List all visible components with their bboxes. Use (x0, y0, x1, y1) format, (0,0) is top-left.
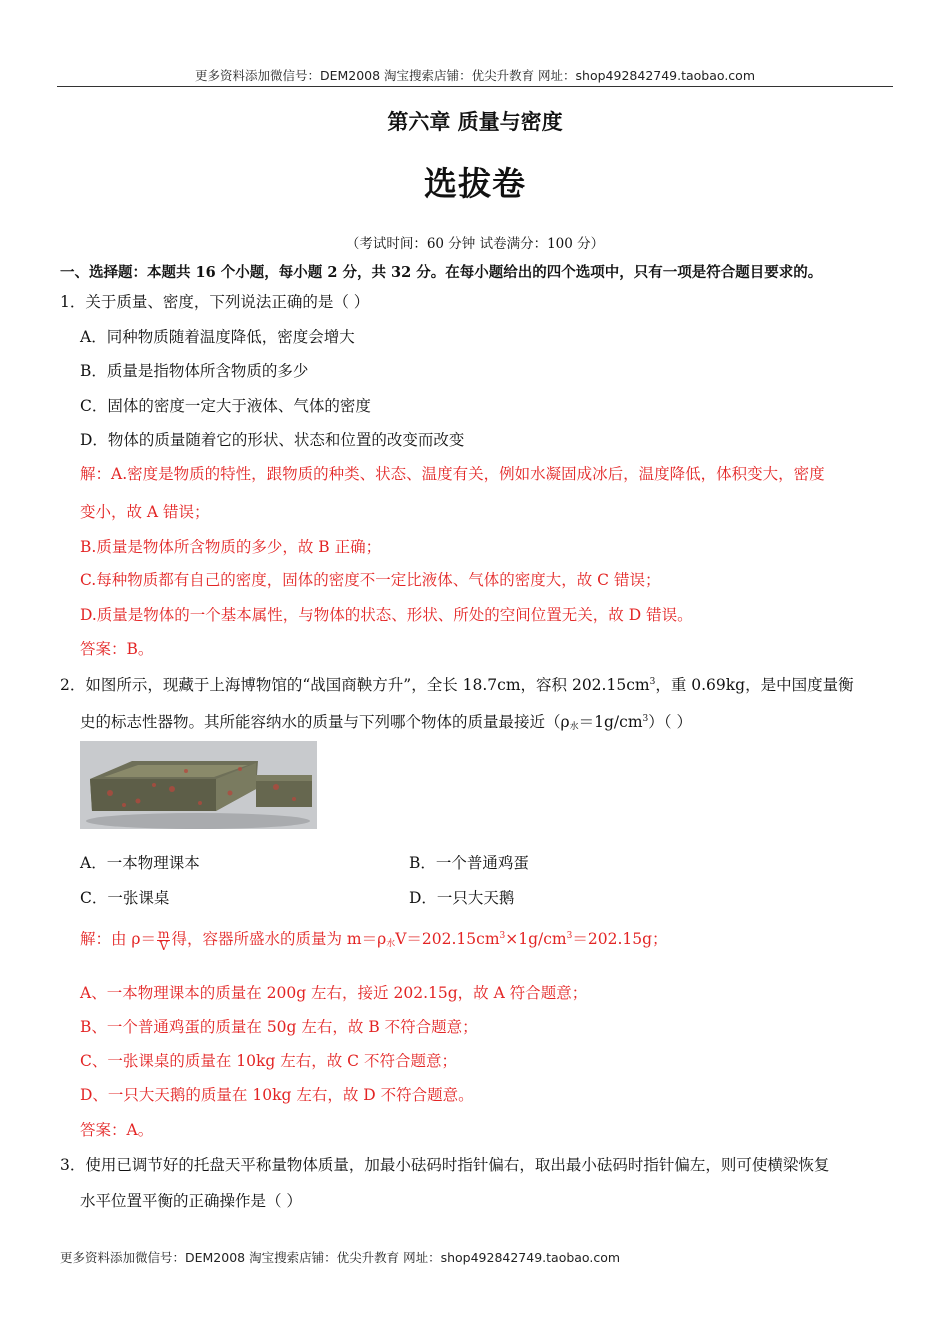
section-heading: 一、选择题：本题共 16 个小题，每小题 2 分，共 32 分。在每小题给出的四个选项中，只有一项是符合题目要求的。 (60, 264, 823, 281)
bronze-measure-photo (80, 741, 317, 829)
q2-option-a: A．一本物理课本 (80, 854, 200, 872)
q2-option-c: C．一张课桌 (80, 889, 170, 907)
q1-option-d: D．物体的质量随着它的形状、状态和位置的改变而改变 (80, 431, 465, 449)
q3-stem-line1: 3．使用已调节好的托盘天平称量物体质量，加最小砝码时指针偏右，取出最小砝码时指针偏左，则可使横梁恢复 (60, 1156, 830, 1174)
q1-stem: 1．关于质量、密度，下列说法正确的是（ ） (60, 293, 370, 311)
q2-solution-line: C、一张课桌的质量在 10kg 左右，故 C 不符合题意； (80, 1052, 457, 1070)
chapter-title: 第六章 质量与密度 (387, 109, 563, 134)
q2-stem-line2: 史的标志性器物。其所能容纳水的质量与下列哪个物体的质量最接近$(\rho_水=1g/cm^3)$（ ） (80, 713, 692, 732)
q1-solution-line: C.每种物质都有自己的密度，固体的密度不一定比液体、气体的密度大，故 C 错误； (80, 571, 661, 589)
q2-option-b: B．一个普通鸡蛋 (409, 854, 529, 872)
q1-option-a: A．同种物质随着温度降低，密度会增大 (80, 328, 355, 346)
q1-solution-line: B.质量是物体所含物质的多少，故 B 正确； (80, 538, 382, 556)
q1-solution-line: D.质量是物体的一个基本属性，与物体的状态、形状、所处的空间位置无关，故 D 错误。 (80, 606, 693, 624)
q2-solution-formula: 解：由 ρ＝ $\frac{m}{V}$ 得，容器所盛水的质量为 $m=\rho_水V=202.15cm^3\times 1g/cm^3=202.15g$； (80, 926, 668, 953)
q2-solution-line: D、一只大天鹅的质量在 10kg 左右，故 D 不符合题意。 (80, 1086, 474, 1104)
header-rule (57, 86, 893, 87)
paper-subtitle: 选拔卷 (424, 164, 526, 203)
q2-answer: 答案：A。 (80, 1121, 154, 1139)
q1-solution-line: 变小，故 A 错误； (80, 503, 210, 521)
q2-option-d: D．一只大天鹅 (409, 889, 515, 907)
page-header: 更多资料添加微信号：DEM2008 淘宝搜索店铺：优尖升教育 网址：shop492842749.taobao.com (194, 68, 756, 83)
q2-stem-line1: 2．如图所示，现藏于上海博物馆的“战国商鞅方升”，全长 18.7cm，容积 $202.15cm^3$，重 0.69kg，是中国度量衡 (60, 676, 854, 694)
page-footer: 更多资料添加微信号：DEM2008 淘宝搜索店铺：优尖升教育 网址：shop492842749.taobao.com (60, 1250, 621, 1265)
q1-solution-line: 解：A.密度是物质的特性，跟物质的种类、状态、温度有关，例如水凝固成冰后，温度降低，体积变大，密度 (80, 465, 825, 483)
exam-info: （考试时间：60 分钟 试卷满分：100 分） (345, 236, 605, 252)
bronze-measure-illustration (80, 741, 317, 829)
q3-stem-line2: 水平位置平衡的正确操作是（ ） (80, 1192, 302, 1210)
q1-option-b: B．质量是指物体所含物质的多少 (80, 362, 309, 380)
q2-solution-line: B、一个普通鸡蛋的质量在 50g 左右，故 B 不符合题意； (80, 1018, 478, 1036)
q1-option-c: C．固体的密度一定大于液体、气体的密度 (80, 397, 371, 415)
q2-solution-line: A、一本物理课本的质量在 200g 左右，接近 202.15g，故 A 符合题意； (80, 984, 588, 1002)
q1-answer: 答案：B。 (80, 640, 154, 658)
